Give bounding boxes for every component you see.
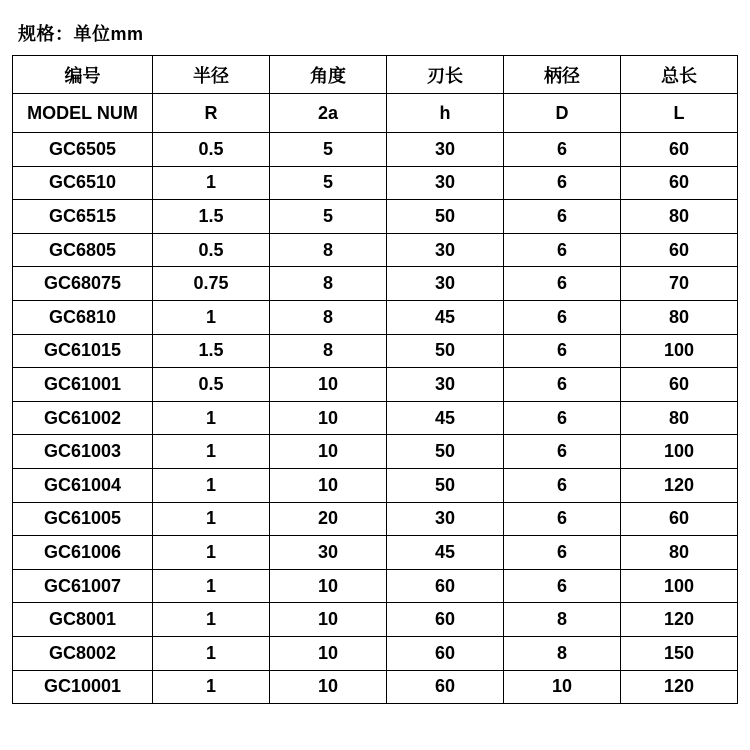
- header-model-number-en: MODEL NUM: [13, 94, 153, 133]
- shank-diameter-cell: 8: [504, 636, 621, 670]
- model-number-cell: GC6505: [13, 133, 153, 167]
- blade-length-cell: 45: [387, 401, 504, 435]
- shank-diameter-cell: 6: [504, 200, 621, 234]
- header-total-length-en: L: [621, 94, 738, 133]
- model-number-cell: GC10001: [13, 670, 153, 704]
- header-shank-diameter-en: D: [504, 94, 621, 133]
- total-length-cell: 80: [621, 200, 738, 234]
- table-row: [13, 670, 738, 704]
- total-length-cell: 60: [621, 166, 738, 200]
- table-row: [13, 502, 738, 536]
- angle-cell: 10: [270, 603, 387, 637]
- blade-length-cell: 30: [387, 502, 504, 536]
- angle-cell: 8: [270, 233, 387, 267]
- header-row-english: [13, 94, 738, 133]
- blade-length-cell: 45: [387, 300, 504, 334]
- table-row: [13, 536, 738, 570]
- table-row: [13, 233, 738, 267]
- radius-cell: 0.5: [153, 368, 270, 402]
- table-row: [13, 603, 738, 637]
- angle-cell: 10: [270, 401, 387, 435]
- total-length-cell: 100: [621, 334, 738, 368]
- header-blade-length-cn: 刃长: [387, 56, 504, 94]
- total-length-cell: 60: [621, 133, 738, 167]
- blade-length-cell: 45: [387, 536, 504, 570]
- model-number-cell: GC61007: [13, 569, 153, 603]
- total-length-cell: 70: [621, 267, 738, 301]
- angle-cell: 10: [270, 368, 387, 402]
- table-row: [13, 435, 738, 469]
- total-length-cell: 80: [621, 401, 738, 435]
- shank-diameter-cell: 6: [504, 368, 621, 402]
- table-row: [13, 166, 738, 200]
- angle-cell: 20: [270, 502, 387, 536]
- radius-cell: 1.5: [153, 334, 270, 368]
- radius-cell: 1: [153, 502, 270, 536]
- table-row: [13, 200, 738, 234]
- angle-cell: 8: [270, 267, 387, 301]
- total-length-cell: 80: [621, 300, 738, 334]
- shank-diameter-cell: 6: [504, 334, 621, 368]
- angle-cell: 8: [270, 334, 387, 368]
- model-number-cell: GC6510: [13, 166, 153, 200]
- header-angle-en: 2a: [270, 94, 387, 133]
- header-shank-diameter-cn: 柄径: [504, 56, 621, 94]
- total-length-cell: 120: [621, 603, 738, 637]
- table-row: [13, 569, 738, 603]
- spec-caption: 规格：单位mm: [18, 24, 144, 44]
- total-length-cell: 150: [621, 636, 738, 670]
- spec-table: [12, 55, 738, 704]
- total-length-cell: 120: [621, 468, 738, 502]
- shank-diameter-cell: 6: [504, 569, 621, 603]
- blade-length-cell: 50: [387, 334, 504, 368]
- header-row-chinese: [13, 56, 738, 94]
- shank-diameter-cell: 6: [504, 435, 621, 469]
- total-length-cell: 60: [621, 368, 738, 402]
- blade-length-cell: 30: [387, 267, 504, 301]
- header-radius-cn: 半径: [153, 56, 270, 94]
- model-number-cell: GC68075: [13, 267, 153, 301]
- header-radius-en: R: [153, 94, 270, 133]
- table-row: [13, 133, 738, 167]
- blade-length-cell: 30: [387, 133, 504, 167]
- angle-cell: 10: [270, 636, 387, 670]
- total-length-cell: 100: [621, 569, 738, 603]
- table-row: [13, 468, 738, 502]
- table-row: [13, 368, 738, 402]
- radius-cell: 1: [153, 468, 270, 502]
- shank-diameter-cell: 6: [504, 133, 621, 167]
- angle-cell: 10: [270, 435, 387, 469]
- total-length-cell: 80: [621, 536, 738, 570]
- radius-cell: 1: [153, 536, 270, 570]
- radius-cell: 0.5: [153, 233, 270, 267]
- model-number-cell: GC6810: [13, 300, 153, 334]
- angle-cell: 5: [270, 200, 387, 234]
- header-blade-length-en: h: [387, 94, 504, 133]
- model-number-cell: GC6805: [13, 233, 153, 267]
- total-length-cell: 120: [621, 670, 738, 704]
- radius-cell: 1: [153, 569, 270, 603]
- header-angle-cn: 角度: [270, 56, 387, 94]
- table-row: [13, 401, 738, 435]
- radius-cell: 1: [153, 401, 270, 435]
- model-number-cell: GC6515: [13, 200, 153, 234]
- shank-diameter-cell: 10: [504, 670, 621, 704]
- radius-cell: 1: [153, 300, 270, 334]
- total-length-cell: 100: [621, 435, 738, 469]
- angle-cell: 5: [270, 166, 387, 200]
- shank-diameter-cell: 8: [504, 603, 621, 637]
- total-length-cell: 60: [621, 233, 738, 267]
- radius-cell: 1: [153, 636, 270, 670]
- shank-diameter-cell: 6: [504, 536, 621, 570]
- radius-cell: 0.5: [153, 133, 270, 167]
- blade-length-cell: 30: [387, 233, 504, 267]
- model-number-cell: GC61004: [13, 468, 153, 502]
- model-number-cell: GC61002: [13, 401, 153, 435]
- blade-length-cell: 60: [387, 603, 504, 637]
- shank-diameter-cell: 6: [504, 267, 621, 301]
- shank-diameter-cell: 6: [504, 401, 621, 435]
- spec-table-body: [13, 133, 738, 704]
- blade-length-cell: 30: [387, 166, 504, 200]
- angle-cell: 30: [270, 536, 387, 570]
- radius-cell: 1: [153, 166, 270, 200]
- model-number-cell: GC61005: [13, 502, 153, 536]
- blade-length-cell: 60: [387, 670, 504, 704]
- header-model-number-cn: 编号: [13, 56, 153, 94]
- blade-length-cell: 60: [387, 636, 504, 670]
- blade-length-cell: 50: [387, 468, 504, 502]
- model-number-cell: GC61001: [13, 368, 153, 402]
- total-length-cell: 60: [621, 502, 738, 536]
- angle-cell: 10: [270, 670, 387, 704]
- model-number-cell: GC8002: [13, 636, 153, 670]
- blade-length-cell: 30: [387, 368, 504, 402]
- blade-length-cell: 60: [387, 569, 504, 603]
- shank-diameter-cell: 6: [504, 233, 621, 267]
- header-total-length-cn: 总长: [621, 56, 738, 94]
- radius-cell: 0.75: [153, 267, 270, 301]
- table-row: [13, 267, 738, 301]
- model-number-cell: GC61006: [13, 536, 153, 570]
- radius-cell: 1.5: [153, 200, 270, 234]
- table-row: [13, 334, 738, 368]
- model-number-cell: GC8001: [13, 603, 153, 637]
- angle-cell: 10: [270, 569, 387, 603]
- shank-diameter-cell: 6: [504, 468, 621, 502]
- angle-cell: 10: [270, 468, 387, 502]
- angle-cell: 5: [270, 133, 387, 167]
- shank-diameter-cell: 6: [504, 502, 621, 536]
- angle-cell: 8: [270, 300, 387, 334]
- shank-diameter-cell: 6: [504, 300, 621, 334]
- blade-length-cell: 50: [387, 200, 504, 234]
- radius-cell: 1: [153, 435, 270, 469]
- table-row: [13, 300, 738, 334]
- table-row: [13, 636, 738, 670]
- model-number-cell: GC61015: [13, 334, 153, 368]
- shank-diameter-cell: 6: [504, 166, 621, 200]
- radius-cell: 1: [153, 670, 270, 704]
- model-number-cell: GC61003: [13, 435, 153, 469]
- blade-length-cell: 50: [387, 435, 504, 469]
- radius-cell: 1: [153, 603, 270, 637]
